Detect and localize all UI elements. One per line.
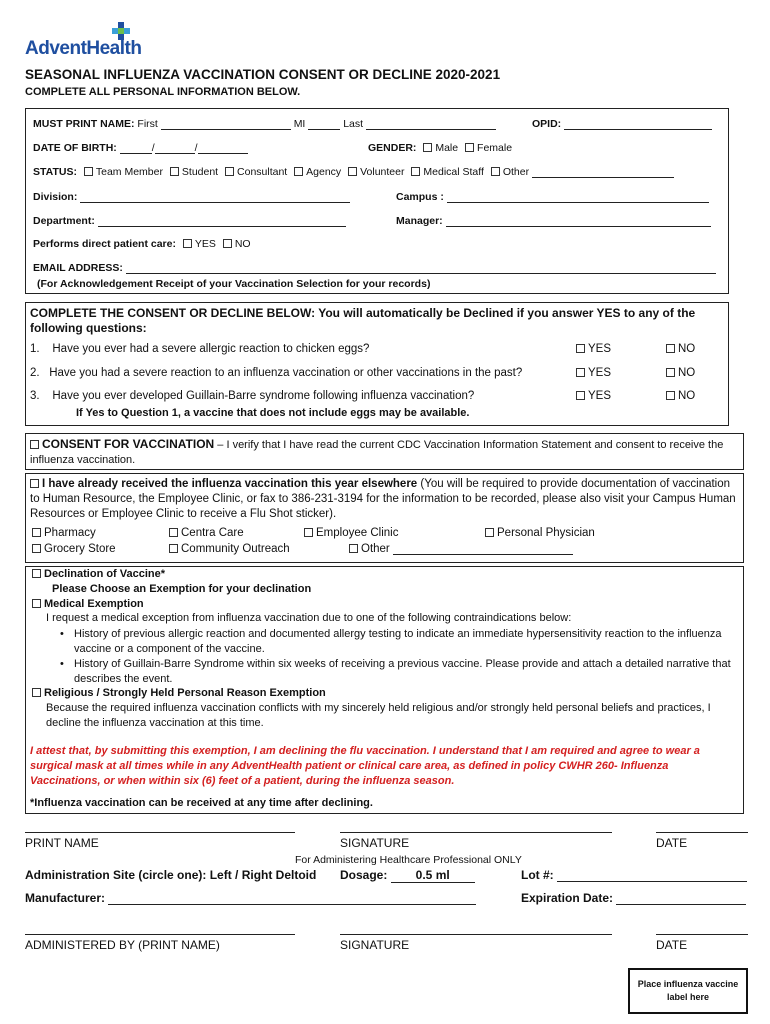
yes-label: YES [588, 390, 612, 402]
print-name-line [25, 832, 295, 833]
decline-checkbox[interactable] [32, 569, 41, 578]
bullet-icon: • [60, 628, 64, 640]
question-text: Have you ever developed Guillain-Barre syndrome following influenza vaccination? [52, 390, 475, 402]
status-option: Medical Staff [423, 166, 484, 178]
consent-checkbox[interactable] [30, 440, 39, 449]
student-checkbox[interactable] [170, 167, 179, 176]
expiration-field[interactable] [616, 893, 746, 905]
email-row [33, 262, 716, 274]
patient-care-row [33, 238, 251, 250]
adventhealth-logo [25, 22, 165, 60]
status-option: Agency [306, 166, 342, 178]
option-label: Community Outreach [181, 543, 290, 555]
manufacturer-label: Manufacturer: [25, 891, 106, 905]
volunteer-checkbox[interactable] [348, 167, 357, 176]
male-checkbox[interactable] [423, 143, 432, 152]
form-subtitle: COMPLETE ALL PERSONAL INFORMATION BELOW. [25, 86, 301, 98]
medical-exemption-checkbox[interactable] [32, 599, 41, 608]
other-checkbox[interactable] [491, 167, 500, 176]
pharmacy-checkbox[interactable] [32, 528, 41, 537]
q3-no [662, 390, 695, 402]
patient-care-yes-checkbox[interactable] [183, 239, 192, 248]
decline-header [28, 568, 165, 580]
manufacturer-field[interactable] [108, 893, 476, 905]
yes-label: YES [588, 343, 612, 355]
bullet-text: History of Guillain-Barre Syndrome within six weeks of receiving a previous vaccine. Please provide and attach a detailed narrative that describes the event. [74, 658, 731, 685]
consent-text: – I verify that I have read the current CDC Vaccination Information Statement and consent to receive the influenza vaccination. [30, 439, 724, 466]
manufacturer-row [25, 891, 476, 905]
lot-label: Lot #: [521, 868, 554, 882]
first-name-field[interactable] [161, 118, 291, 130]
question-number: 2. [30, 367, 40, 379]
q3-no-checkbox[interactable] [666, 391, 675, 400]
consultant-checkbox[interactable] [225, 167, 234, 176]
patient-care-label: Performs direct patient care: [33, 238, 176, 250]
community-outreach-checkbox[interactable] [169, 544, 178, 553]
manager-label: Manager: [396, 215, 443, 227]
opt-other [345, 543, 573, 555]
status-row [33, 166, 674, 178]
gender-label: GENDER: [368, 142, 417, 154]
dob-row: DATE OF BIRTH: / / [33, 142, 248, 154]
yes-label: YES [588, 367, 612, 379]
must-print-label: MUST PRINT NAME: [33, 118, 135, 130]
division-label: Division: [33, 191, 78, 203]
no-label: NO [678, 390, 696, 402]
opid-row [532, 118, 712, 130]
dosage-label: Dosage: [340, 868, 388, 882]
mi-field[interactable] [308, 118, 340, 130]
last-name-field[interactable] [366, 118, 496, 130]
date-line [656, 832, 748, 833]
no-label: NO [678, 367, 696, 379]
male-label: Male [435, 142, 459, 154]
administered-by-label: ADMINISTERED BY (PRINT NAME) [25, 938, 220, 952]
email-label: EMAIL ADDRESS: [33, 262, 123, 274]
female-checkbox[interactable] [465, 143, 474, 152]
q1-no-checkbox[interactable] [666, 344, 675, 353]
manager-row [396, 215, 711, 227]
status-option: Volunteer [360, 166, 405, 178]
elsewhere-checkbox[interactable] [30, 479, 39, 488]
employee-clinic-checkbox[interactable] [304, 528, 313, 537]
signature-line [340, 832, 612, 833]
hcp-note: For Administering Healthcare Professional ONLY [295, 854, 522, 866]
opt-employee-clinic [300, 527, 398, 539]
print-name-label: PRINT NAME [25, 836, 99, 850]
email-note: (For Acknowledgement Receipt of your Vaccination Selection for your records) [37, 278, 431, 290]
division-field[interactable] [80, 191, 350, 203]
q2-no [662, 367, 695, 379]
email-field[interactable] [126, 262, 716, 274]
q1-yes-checkbox[interactable] [576, 344, 585, 353]
dosage-row [340, 868, 475, 883]
campus-field[interactable] [447, 191, 709, 203]
religious-header [28, 687, 326, 699]
signature-label: SIGNATURE [340, 836, 410, 850]
bullet-icon: • [60, 658, 64, 670]
mi-label: MI [293, 118, 306, 130]
date-label: DATE [656, 836, 688, 850]
opt-pharmacy [28, 527, 96, 539]
medical-staff-checkbox[interactable] [411, 167, 420, 176]
signature2-label: SIGNATURE [340, 938, 410, 952]
consent-section [30, 437, 742, 468]
status-option: Student [181, 166, 219, 178]
yes-label: YES [194, 238, 216, 250]
elsewhere-section [30, 477, 742, 522]
signature2-line [340, 934, 612, 935]
department-label: Department: [33, 215, 95, 227]
medical-header [28, 598, 144, 610]
dob-label: DATE OF BIRTH: [33, 142, 117, 154]
q2-yes-checkbox[interactable] [576, 368, 585, 377]
department-row [33, 215, 346, 227]
date2-label: DATE [656, 938, 688, 952]
opt-personal-physician [481, 527, 595, 539]
no-label: NO [678, 343, 696, 355]
religious-text: Because the required influenza vaccination conflicts with my sincerely held religious and/or strongly held personal beliefs and practices, I decline the influenza vaccination at this time. [46, 702, 711, 729]
q1-yes [572, 343, 611, 355]
female-label: Female [477, 142, 513, 154]
last-label: Last [343, 118, 364, 130]
dob-year-field[interactable] [198, 142, 248, 154]
option-label: Centra Care [181, 527, 244, 539]
q2-no-checkbox[interactable] [666, 368, 675, 377]
q3-yes-checkbox[interactable] [576, 391, 585, 400]
dosage-value: 0.5 ml [391, 868, 475, 883]
department-field[interactable] [98, 215, 346, 227]
option-label: Pharmacy [44, 527, 96, 539]
expiration-label: Expiration Date: [521, 891, 614, 905]
option-label: Employee Clinic [316, 527, 399, 539]
lot-row [521, 868, 747, 882]
no-label: NO [234, 238, 251, 250]
date2-line [656, 934, 748, 935]
question-number: 1. [30, 343, 40, 355]
lot-field[interactable] [557, 870, 747, 882]
administered-by-line [25, 934, 295, 935]
status-option: Other [502, 166, 530, 178]
medical-bullet-2 [60, 657, 740, 687]
agency-checkbox[interactable] [294, 167, 303, 176]
expiration-row [521, 891, 746, 905]
decline-footnote: *Influenza vaccination can be received at any time after declining. [30, 797, 373, 809]
grocery-store-checkbox[interactable] [32, 544, 41, 553]
status-label: STATUS: [33, 166, 77, 178]
dob-month-field[interactable] [120, 142, 152, 154]
form-title: SEASONAL INFLUENZA VACCINATION CONSENT OR DECLINE 2020-2021 [25, 67, 501, 82]
other-location-field[interactable] [393, 543, 573, 555]
question-3 [30, 390, 474, 402]
opid-field[interactable] [564, 118, 712, 130]
logo-text: AdventHealth [25, 38, 142, 59]
team-member-checkbox[interactable] [84, 167, 93, 176]
medical-text: I request a medical exception from influenza vaccination due to one of the following contraindications below: [46, 612, 572, 624]
vaccine-label-box: Place influenza vaccine label here [628, 968, 748, 1014]
first-label: First [137, 118, 158, 130]
questions-header: COMPLETE THE CONSENT OR DECLINE BELOW: You will automatically be Declined if you answer YES to any of the following questions: [30, 306, 696, 335]
decline-label: Declination of Vaccine* [44, 568, 166, 580]
elsewhere-text: (You will be required to provide documentation of vaccination to Human Resource, the Employee Clinic, or fax to 386-231-3194 for the information to be recorded, please also visit your Campus Human Resources or Employee Clinic to receive a Flu Shot sticker). [30, 478, 736, 520]
campus-label: Campus : [396, 191, 444, 203]
question-2 [30, 367, 522, 379]
religious-exemption-checkbox[interactable] [32, 688, 41, 697]
opid-label: OPID: [532, 118, 562, 130]
medical-bullet-1 [60, 627, 740, 657]
q2-yes [572, 367, 611, 379]
status-option: Team Member [95, 166, 163, 178]
attest-statement: I attest that, by submitting this exemption, I am declining the flu vaccination. I understand that I am required and agree to wear a surgical mask at all times while in any AdventHealth patient or clinical care area, as defined in policy CWHR 260- Influenza Vaccinations, or when within six (6) feet of a patient, during the influenza season. [30, 745, 700, 787]
question-note: If Yes to Question 1, a vaccine that does not include eggs may be available. [76, 407, 470, 419]
opt-community-outreach [165, 543, 290, 555]
admin-site-label: Administration Site (circle one): Left / Right Deltoid [25, 868, 317, 882]
other-status-field[interactable] [532, 166, 674, 178]
other-location-checkbox[interactable] [349, 544, 358, 553]
gender-row [368, 142, 512, 154]
religious-label: Religious / Strongly Held Personal Reason Exemption [44, 687, 326, 699]
q1-no [662, 343, 695, 355]
question-text: Have you had a severe reaction to an influenza vaccination or other vaccinations in the past? [49, 367, 523, 379]
option-label: Personal Physician [497, 527, 595, 539]
opt-grocery-store [28, 543, 116, 555]
question-text: Have you ever had a severe allergic reaction to chicken eggs? [52, 343, 370, 355]
campus-row [396, 191, 709, 203]
decline-choose: Please Choose an Exemption for your declination [52, 583, 312, 595]
opt-centra-care [165, 527, 244, 539]
division-row [33, 191, 350, 203]
patient-care-no-checkbox[interactable] [223, 239, 232, 248]
elsewhere-label: I have already received the influenza vaccination this year elsewhere [42, 478, 418, 490]
manager-field[interactable] [446, 215, 711, 227]
centra-care-checkbox[interactable] [169, 528, 178, 537]
bullet-text: History of previous allergic reaction and documented allergy testing to indicate an immediate hypersensitivity reaction to the influenza vaccine or a component of the vaccine. [74, 628, 722, 655]
consent-label: CONSENT FOR VACCINATION [42, 437, 215, 451]
option-label: Grocery Store [44, 543, 116, 555]
name-row [33, 118, 496, 130]
status-option: Consultant [237, 166, 288, 178]
medical-label: Medical Exemption [44, 598, 144, 610]
personal-physician-checkbox[interactable] [485, 528, 494, 537]
dob-day-field[interactable] [155, 142, 195, 154]
option-label: Other [361, 543, 390, 555]
question-number: 3. [30, 390, 40, 402]
question-1 [30, 343, 369, 355]
q3-yes [572, 390, 611, 402]
